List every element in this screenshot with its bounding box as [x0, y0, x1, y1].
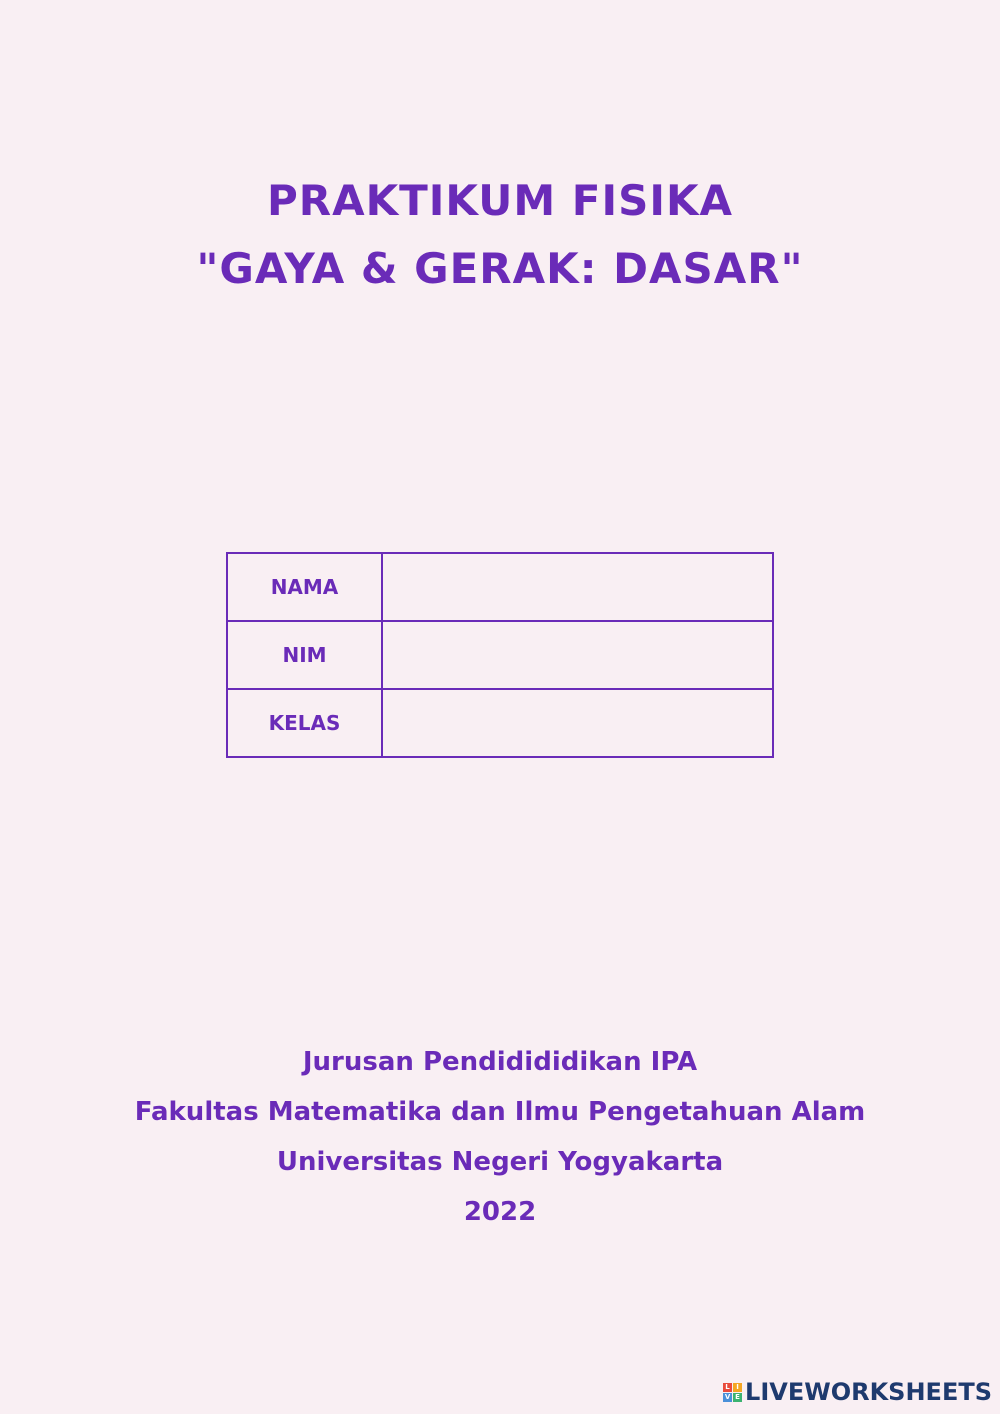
page-title-line-1: PRAKTIKUM FISIKA [266, 176, 734, 225]
page-title-line-2: "GAYA & GERAK: DASAR" [196, 244, 804, 293]
table-row-kelas [227, 689, 773, 757]
year-text: 2022 [463, 1197, 537, 1227]
nim-field[interactable] [382, 621, 773, 689]
liveworksheets-logo-icon [723, 1383, 742, 1402]
faculty-text: Fakultas Matematika dan Ilmu Pengetahuan Alam [134, 1097, 866, 1127]
liveworksheets-brand [723, 1378, 992, 1406]
logo-letter-e: E [733, 1393, 742, 1402]
nama-label: NAMA [227, 553, 382, 621]
identity-table [226, 552, 774, 758]
logo-letter-i: I [733, 1383, 742, 1392]
brand-wordmark: LIVEWORKSHEETS [745, 1378, 992, 1406]
table-row-nama [227, 553, 773, 621]
department-text: Jurusan Pendidididikan IPA [302, 1047, 698, 1077]
university-text: Universitas Negeri Yogyakarta [276, 1147, 724, 1177]
kelas-label: KELAS [227, 689, 382, 757]
nim-label: NIM [227, 621, 382, 689]
logo-letter-l: L [723, 1383, 732, 1392]
nama-field[interactable] [382, 553, 773, 621]
table-row-nim [227, 621, 773, 689]
kelas-field[interactable] [382, 689, 773, 757]
logo-letter-v: V [724, 1392, 731, 1401]
